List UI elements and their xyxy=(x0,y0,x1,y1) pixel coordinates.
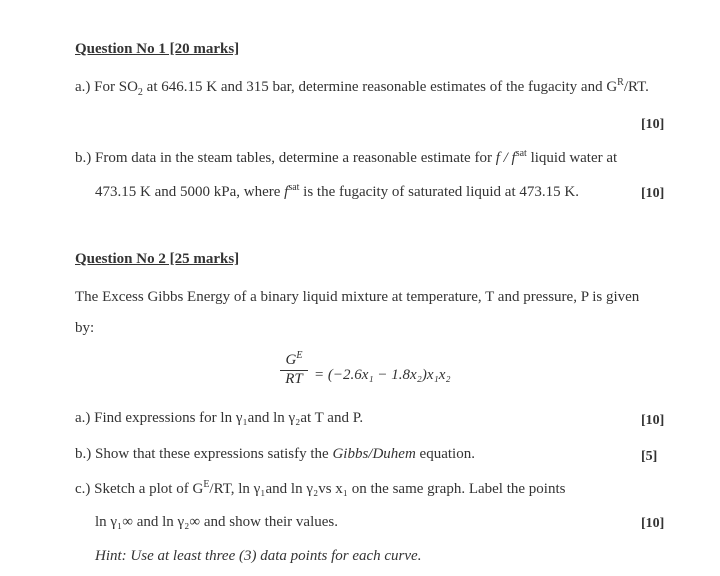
q2-intro-line1: The Excess Gibbs Energy of a binary liquid mixture at temperature, T and pressure, P is given xyxy=(75,289,640,305)
q1-b-line2-f: f xyxy=(284,184,289,200)
question-2-heading: Question No 2 [25 marks] xyxy=(75,251,240,267)
q2-b-text-2: equation. xyxy=(415,446,475,462)
q1-b-f2: f xyxy=(511,150,516,166)
q2-c-text-2: /RT, ln γ₁and ln γ₂vs x₁ on the same graph. Label the points xyxy=(209,481,566,497)
q2-part-c-line1 xyxy=(75,481,565,498)
q1-a-text-sup: R xyxy=(617,77,624,88)
q2-b-label: b.) xyxy=(75,446,92,462)
q2-part-b xyxy=(75,446,475,463)
q1-part-b-line1 xyxy=(75,150,617,167)
q1-part-a xyxy=(75,79,649,96)
q1-part-b-line2 xyxy=(95,184,579,201)
equation-rhs: = (−2.6x₁ − 1.8x₂)x₁x₂ xyxy=(314,367,451,383)
q2-c-marks: [10] xyxy=(641,516,665,531)
q1-b-f: f xyxy=(495,150,500,166)
equation-denominator: RT xyxy=(285,371,303,387)
q1-b-label: b.) xyxy=(75,150,92,166)
q1-a-text-2: at 646.15 K and 315 bar, determine reasonable estimates of the fugacity and G xyxy=(142,79,618,95)
q1-a-text-sub: 2 xyxy=(137,87,143,98)
q2-a-text: Find expressions for ln γ₁and ln γ₂at T and P. xyxy=(94,410,364,426)
question-1-heading: Question No 1 [20 marks] xyxy=(75,41,240,57)
q2-c-label: c.) xyxy=(75,481,91,497)
q2-part-a xyxy=(75,410,363,427)
q2-c-text-sup: E xyxy=(203,479,210,490)
q2-a-marks: [10] xyxy=(641,413,665,428)
q1-b-line2-1: 473.15 K and 5000 kPa, where xyxy=(95,184,285,200)
q1-b-line2-2: is the fugacity of saturated liquid at 473.15 K. xyxy=(299,184,579,200)
q1-b-sat: sat xyxy=(515,148,527,159)
q2-intro-line2: by: xyxy=(75,320,95,336)
equation-fraction xyxy=(277,352,311,388)
q1-a-text-3: /RT. xyxy=(623,79,649,95)
q2-c-text-1: Sketch a plot of G xyxy=(94,481,204,497)
q2-b-text-1: Show that these expressions satisfy the xyxy=(95,446,333,462)
q1-a-marks: [10] xyxy=(641,117,665,132)
q1-b-line2-sat: sat xyxy=(288,182,300,193)
q2-part-c-line2: ln γ₁∞ and ln γ₂∞ and show their values. xyxy=(95,514,338,530)
q1-a-text-1: For SO xyxy=(94,79,138,95)
q1-b-marks: [10] xyxy=(641,186,665,201)
q2-a-label: a.) xyxy=(75,410,91,426)
q2-b-marks: [5] xyxy=(641,449,658,464)
q1-b-slash: / xyxy=(499,150,512,166)
equation-numerator: $G^E$ xyxy=(285,350,303,368)
q2-hint: Hint: Use at least three (3) data points for each curve. xyxy=(95,548,422,564)
q1-b-text-1: From data in the steam tables, determine a reasonable estimate for xyxy=(95,150,496,166)
q2-b-text-italic: Gibbs/Duhem xyxy=(332,446,416,462)
q1-a-label: a.) xyxy=(75,79,91,95)
q1-b-text-2: liquid water at xyxy=(526,150,618,166)
